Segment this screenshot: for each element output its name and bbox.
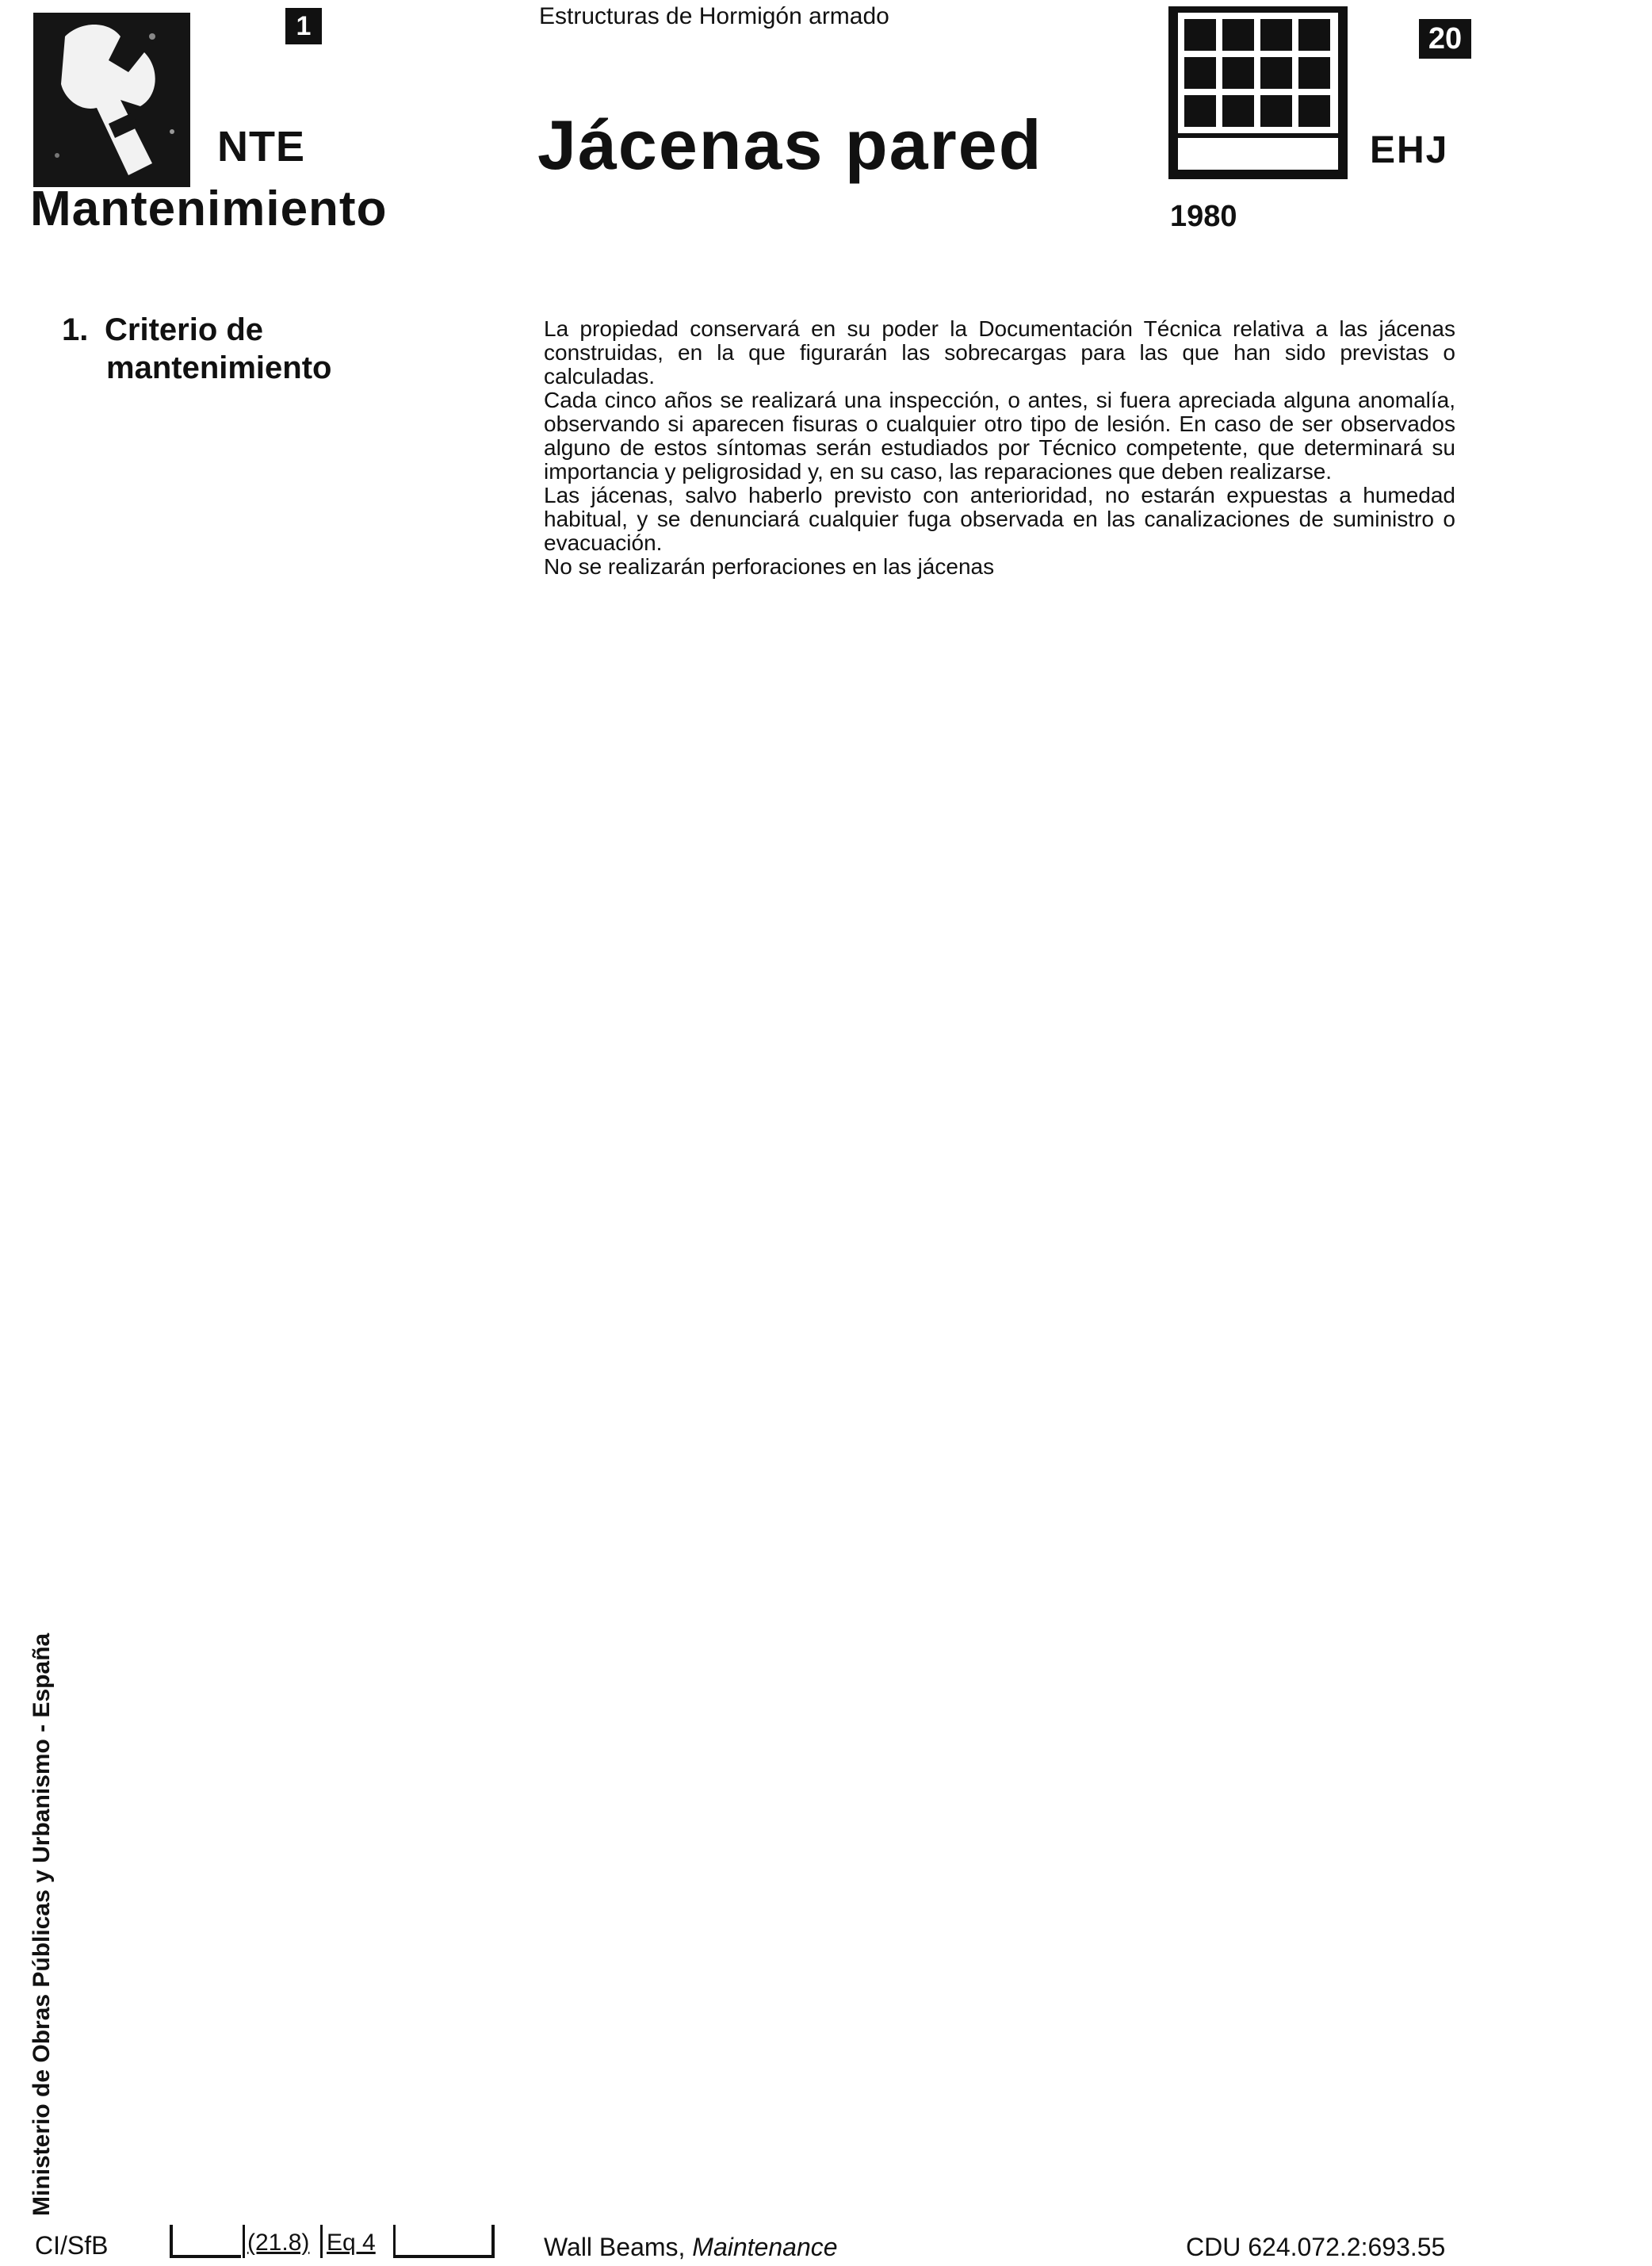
wrench-drawing [33, 13, 190, 187]
cisfb-code-b: Eq 4 [327, 2230, 376, 2256]
section-title: Mantenimiento [30, 182, 388, 236]
standard-code: EHJ [1370, 129, 1449, 171]
english-title-main: Wall Beams, [544, 2233, 686, 2261]
criterion-title-line1: Criterio de [105, 312, 264, 347]
series-title: Estructuras de Hormigón armado [539, 3, 889, 29]
english-title-sub: Maintenance [692, 2233, 838, 2261]
sheet-number-badge: 20 [1419, 19, 1471, 59]
body-paragraph: La propiedad conservará en su poder la Documentación Técnica relativa a las jácenas construidas, en la que figurarán las sobrecargas para las que han sido previstas o calculadas. [544, 316, 1455, 389]
cisfb-classification-boxes [170, 2225, 498, 2263]
facade-drawing [1168, 6, 1348, 179]
english-title [544, 2233, 838, 2262]
cisfb-code-a: (21.8) [247, 2230, 310, 2256]
cisfb-box-divider [393, 2225, 396, 2258]
cisfb-box-divider [320, 2225, 323, 2258]
criterion-heading-line1 [62, 311, 331, 349]
building-facade-icon [1168, 6, 1348, 179]
cdu-code: CDU 624.072.2:693.55 [1186, 2233, 1446, 2261]
maintenance-wrench-icon [33, 13, 190, 187]
body-paragraph: Cada cinco años se realizará una inspección, o antes, si fuera apreciada alguna anomalía, observando si aparecen fisuras o cualquier otro tipo de lesión. En caso de ser observados alguno de estos síntomas serán estudiados por Técnico competente, que determinará su importancia y peligrosidad y, en su caso, las reparaciones que deben realizarse. [544, 388, 1455, 484]
page-title: Jácenas pared [537, 105, 1043, 184]
chapter-number-badge: 1 [285, 8, 322, 44]
body-paragraph: Las jácenas, salvo haberlo previsto con anterioridad, no estarán expuestas a humedad habitual, y se denunciará cualquier fuga observada en las canalizaciones de suministro o evacuación. [544, 483, 1455, 555]
ministry-credit: Ministerio de Obras Públicas y Urbanismo - España [29, 1633, 55, 2216]
cisfb-label: CI/SfB [35, 2231, 109, 2260]
nte-label: NTE [217, 123, 305, 170]
body-paragraph: No se realizarán perforaciones en las jácenas [544, 554, 995, 579]
cisfb-box-underline [170, 2255, 241, 2258]
criterion-heading [62, 311, 331, 387]
cisfb-box-underline [395, 2255, 493, 2258]
cisfb-box-divider [170, 2225, 173, 2256]
criterion-body [544, 317, 1455, 579]
publication-year: 1980 [1170, 200, 1237, 233]
cisfb-box-divider [491, 2225, 495, 2258]
criterion-number: 1. [62, 312, 89, 347]
criterion-title-line2: mantenimiento [106, 350, 332, 385]
cisfb-box-divider [243, 2225, 245, 2258]
